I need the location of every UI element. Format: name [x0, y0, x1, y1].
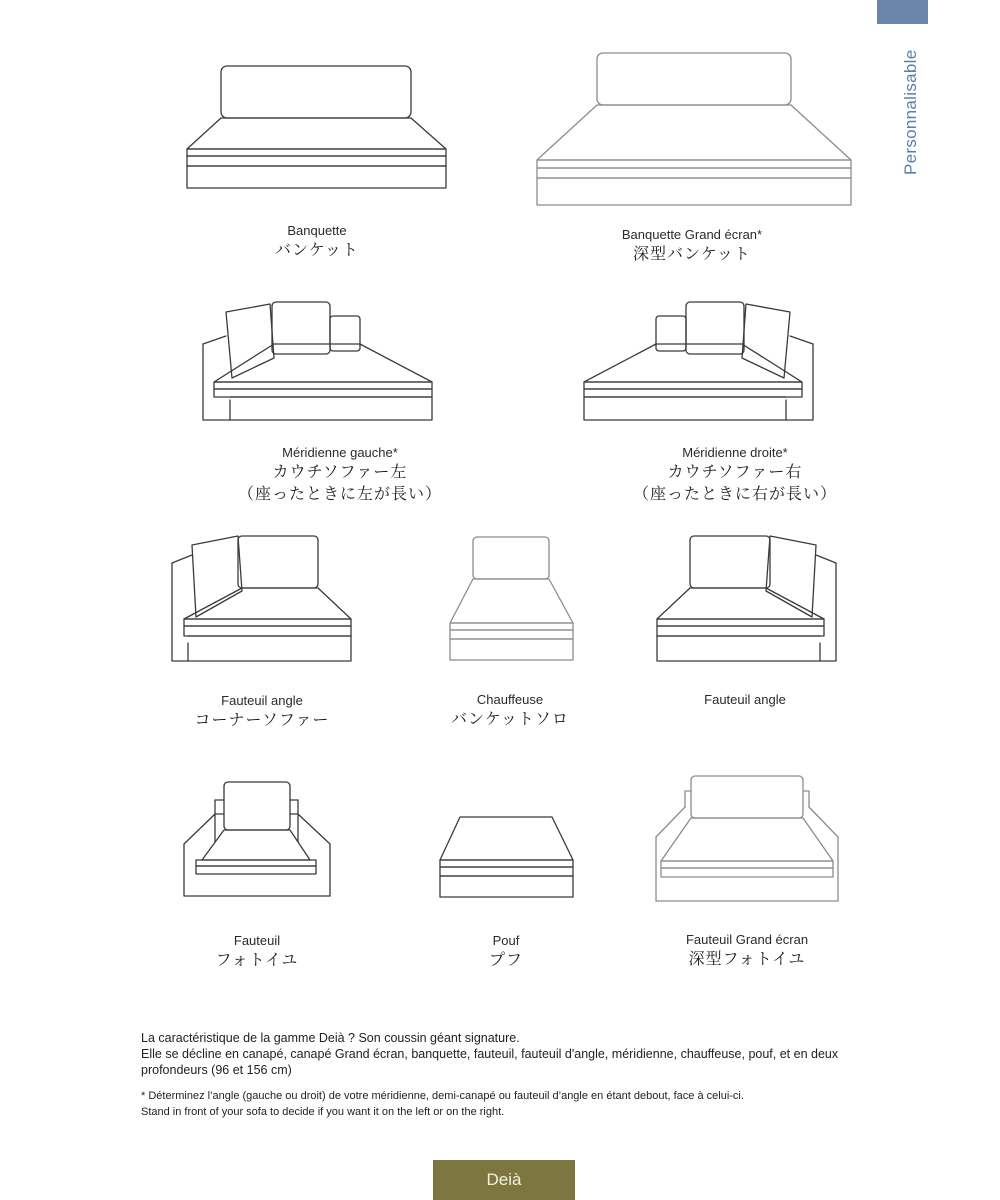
- caption-fauteuil-grand-ecran: [647, 932, 847, 970]
- description-line1: La caractéristique de la gamme Deià ? Son coussin géant signature.: [141, 1031, 520, 1045]
- caption-fr: Chauffeuse: [476, 692, 544, 707]
- caption-meridienne-gauche: [225, 445, 455, 505]
- caption-jp: プフ: [488, 950, 523, 969]
- meridienne-gauche-drawing: [200, 300, 433, 422]
- fauteuil-angle-left-drawing: [170, 533, 353, 663]
- caption-jp: 深型バンケット: [633, 244, 751, 263]
- side-tab-label: Personnalisable: [901, 49, 920, 175]
- banquette-drawing: [185, 63, 448, 190]
- caption-fr: Fauteuil: [233, 933, 281, 948]
- caption-chauffeuse: [410, 692, 610, 730]
- caption-jp: バンケットソロ: [451, 709, 569, 728]
- chauffeuse-drawing: [448, 535, 575, 662]
- note-french: * Déterminez l’angle (gauche ou droit) de votre méridienne, demi-canapé ou fauteuil d’angle en étant debout, face à celui-ci.: [141, 1090, 744, 1102]
- caption-jp: コーナーソファー: [194, 710, 330, 729]
- meridienne-droite-drawing: [583, 300, 816, 422]
- caption-fr: Méridienne gauche*: [282, 445, 398, 460]
- caption-fr: Fauteuil Grand écran: [685, 932, 809, 947]
- caption-jp: カウチソファー右: [667, 462, 803, 481]
- caption-fauteuil-angle-right: [645, 692, 845, 708]
- fauteuil-drawing: [182, 780, 332, 898]
- caption-banquette-grand-ecran: [592, 227, 792, 265]
- caption-jp: フォトイユ: [215, 950, 299, 969]
- caption-fr: Fauteuil angle: [221, 693, 303, 708]
- caption-pouf: [406, 933, 606, 971]
- caption-fauteuil-angle-left: [162, 693, 362, 731]
- note-english: Stand in front of your sofa to decide if you want it on the left or on the right.: [141, 1106, 505, 1118]
- caption-jp: カウチソファー左: [272, 462, 408, 481]
- description: [141, 1030, 871, 1120]
- caption-jp: バンケット: [275, 240, 359, 259]
- caption-banquette: [217, 223, 417, 261]
- caption-fr: Banquette: [287, 223, 347, 238]
- caption-fr: Méridienne droite*: [682, 445, 788, 460]
- caption-fr: Banquette Grand écran*: [621, 227, 763, 242]
- caption-jp-note: （座ったときに右が長い）: [632, 484, 837, 503]
- side-tab: [877, 0, 928, 24]
- pouf-drawing: [438, 815, 575, 899]
- fauteuil-angle-right-drawing: [655, 533, 838, 663]
- description-line2: Elle se décline en canapé, canapé Grand écran, banquette, fauteuil, fauteuil d'angle, méridienne, chauffeuse, pouf, et en deux profondeurs (96 et 156 cm): [141, 1047, 839, 1077]
- caption-fr: Fauteuil angle: [704, 692, 786, 707]
- caption-fauteuil: [157, 933, 357, 971]
- caption-meridienne-droite: [620, 445, 850, 505]
- banquette-grand-ecran-drawing: [535, 52, 853, 207]
- caption-fr: Pouf: [492, 933, 520, 948]
- caption-jp-note: （座ったときに左が長い）: [237, 484, 442, 503]
- brand-label: Deià: [433, 1160, 575, 1200]
- fauteuil-grand-ecran-drawing: [653, 773, 841, 903]
- caption-jp: 深型フォトイユ: [688, 949, 806, 968]
